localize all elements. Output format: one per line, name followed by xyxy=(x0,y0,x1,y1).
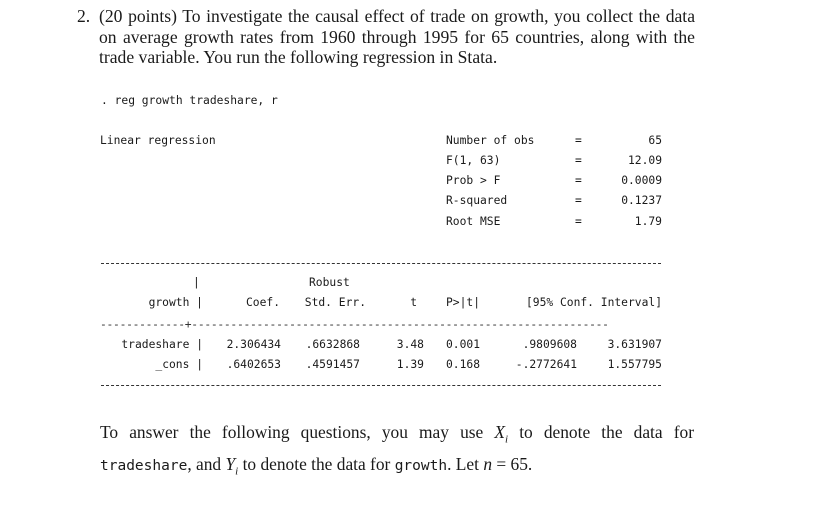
tradeshare-code: tradeshare xyxy=(100,458,188,475)
header-confint: [95% Conf. Interval] xyxy=(525,296,662,309)
stata-command: . reg growth tradeshare, r xyxy=(101,94,278,107)
row-ci-high: 3.631907 xyxy=(607,338,662,351)
growth-code: growth xyxy=(394,458,448,475)
question-text: (20 points) To investigate the causal effect of trade on growth, you collect the data on average growth rates from 1960 through 1995 for 65 countries, along with the trade variable. You run the following regression in Stata. xyxy=(99,6,695,67)
closing-text: . Let xyxy=(447,454,479,475)
header-var: growth | xyxy=(148,296,203,309)
table-bottom-rule xyxy=(101,385,661,386)
table-divider: -------------+---------------------------------------------------------------- xyxy=(100,318,609,331)
question-paragraph xyxy=(79,6,695,68)
closing-text: to denote the data for xyxy=(242,454,391,475)
header-stderr: Std. Err. xyxy=(304,296,366,309)
robust-label: Robust xyxy=(309,276,350,289)
closing-text: = 65. xyxy=(496,454,533,475)
row-ci-low: .9809608 xyxy=(522,338,577,351)
stat-value: 65 xyxy=(648,134,662,147)
row-pvalue: 0.001 xyxy=(446,338,481,351)
row-ci-low: -.2772641 xyxy=(515,358,577,371)
y-variable: $Y_i$ xyxy=(225,454,239,478)
row-stderr: .6632868 xyxy=(305,338,360,351)
stat-label: Number of obs xyxy=(446,134,535,147)
stat-label: F(1, 63) xyxy=(446,154,501,167)
stat-value: 1.79 xyxy=(634,215,662,228)
stat-equals: = xyxy=(575,194,582,207)
x-variable: $X_i$ xyxy=(494,422,509,446)
row-var: _cons | xyxy=(155,358,203,371)
row-t: 3.48 xyxy=(396,338,424,351)
stat-value: 0.1237 xyxy=(621,194,662,207)
stat-equals: = xyxy=(575,134,582,147)
header-t: t xyxy=(410,296,417,309)
row-stderr: .4591457 xyxy=(305,358,360,371)
row-coef: .6402653 xyxy=(226,358,281,371)
stat-equals: = xyxy=(575,154,582,167)
closing-paragraph xyxy=(100,420,694,485)
header-pvalue: P>|t| xyxy=(446,296,481,309)
stat-value: 12.09 xyxy=(627,154,662,167)
stat-label: R-squared xyxy=(446,194,508,207)
header-bar: | xyxy=(193,276,200,289)
row-coef: 2.306434 xyxy=(226,338,281,351)
stat-label: Root MSE xyxy=(446,215,501,228)
header-coef: Coef. xyxy=(245,296,280,309)
row-ci-high: 1.557795 xyxy=(607,358,662,371)
row-t: 1.39 xyxy=(396,358,424,371)
closing-text: , and xyxy=(187,454,222,475)
n-variable: n xyxy=(483,454,493,475)
row-var: tradeshare | xyxy=(121,338,203,351)
stat-label: Prob > F xyxy=(446,174,501,187)
closing-text: to denote the data for xyxy=(519,422,694,442)
table-top-rule xyxy=(101,263,661,264)
stat-equals: = xyxy=(575,215,582,228)
stat-equals: = xyxy=(575,174,582,187)
stat-value: 0.0009 xyxy=(621,174,662,187)
question-number: 2. xyxy=(77,6,91,26)
row-pvalue: 0.168 xyxy=(446,358,481,371)
closing-text: To answer the following questions, you may use xyxy=(100,422,484,442)
regression-title: Linear regression xyxy=(100,134,216,147)
